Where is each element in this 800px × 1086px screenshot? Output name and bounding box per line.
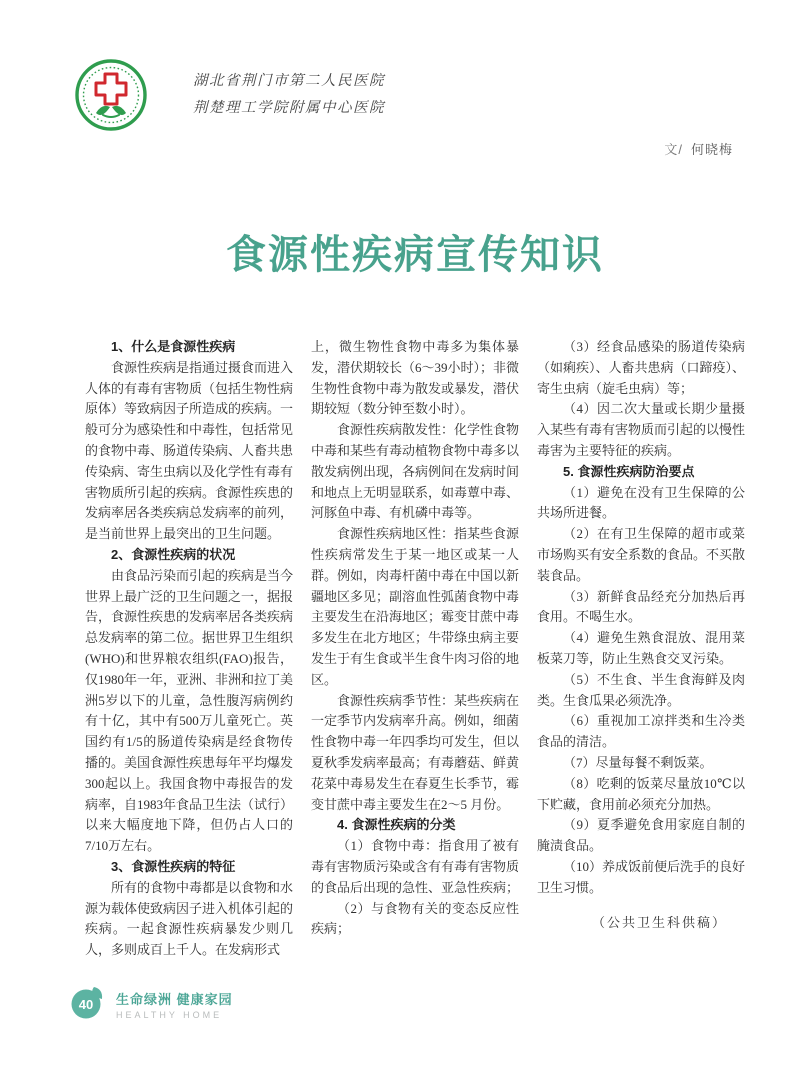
hospital-names bbox=[193, 68, 385, 122]
body-paragraph: 食源性疾病地区性：指某些食源性疾病常发生于某一地区或某一人群。例如，肉毒杆菌中毒在中国以新疆地区多见；副溶血性弧菌食物中毒主要发生在沿海地区；霉变甘蔗中毒多发生在北方地区；牛带绦虫病主要发生于有生食或半生食牛肉习俗的地区。 bbox=[311, 526, 520, 687]
byline bbox=[664, 139, 733, 158]
body-paragraph: （6）重视加工凉拌类和生冷类食品的清洁。 bbox=[537, 713, 745, 750]
byline-author: 何晓梅 bbox=[690, 142, 733, 157]
body-paragraph: （2）在有卫生保障的超市或菜市场购买有安全系数的食品。不买散装食品。 bbox=[537, 526, 746, 583]
body-paragraph: （4）避免生熟食混放、混用菜板菜刀等，防止生熟食交叉污染。 bbox=[537, 630, 745, 666]
footer-slogan-en: HEALTHY HOME bbox=[116, 1010, 223, 1020]
body-paragraph: （3）新鲜食品经充分加热后再食用。不喝生水。 bbox=[537, 588, 745, 625]
article-column-middle bbox=[311, 337, 519, 987]
leaf-circle-icon bbox=[70, 986, 104, 1020]
body-paragraph: （10）养成饭前便后洗手的良好卫生习惯。 bbox=[537, 858, 746, 895]
body-paragraph: （5）不生食、半生食海鲜及肉类。生食瓜果必须洗净。 bbox=[537, 671, 745, 708]
body-paragraph: 由食品污染而引起的疾病是当今世界上最广泛的卫生问题之一，据报告，食源性疾患的发病率居各类疾病总发病率的第二位。据世界卫生组织(WHO)和世界粮农组织(FAO)报告，仅1980年一年，亚洲、非洲和拉丁美洲5岁以下的儿童，急性腹泻病例约有十亿，其中有500万儿童死亡。英国约有1/5的肠道传染病是经食物传播的。美国食源性疾患每年平均爆发300起以上。我国食物中毒报告的发病率，自1983年食品卫生法（试行）以来大幅度地下降，但仍占人口的7/10万左右。 bbox=[85, 567, 294, 854]
page-footer bbox=[70, 986, 233, 1020]
article-column-right bbox=[537, 337, 745, 987]
article-body bbox=[85, 337, 745, 987]
body-paragraph: （9）夏季避免食用家庭自制的腌渍食品。 bbox=[537, 817, 745, 854]
body-paragraph: 上，微生物性食物中毒多为集体暴发，潜伏期较长（6～39小时）；非微生物性食物中毒为散发或暴发，潜伏期较短（数分钟至数小时）。 bbox=[311, 339, 520, 417]
body-paragraph: 所有的食物中毒都是以食物和水源为载体使致病因子进入机体引起的疾病。一起食源性疾病暴发少则几人，多则成百上千人。在发病形式 bbox=[85, 879, 294, 958]
body-paragraph: 食源性疾病季节性：某些疾病在一定季节内发病率升高。例如，细菌性食物中毒一年四季均可发生，但以夏秋季发病率最高；有毒蘑菇、鲜黄花菜中毒易发生在春夏生长季节，霉变甘蔗中毒主要发生在2～5 月份。 bbox=[311, 692, 520, 812]
body-paragraph: （7）尽量每餐不剩饭菜。 bbox=[563, 754, 713, 770]
body-paragraph: （1）食物中毒：指食用了被有毒有害物质污染或含有有毒有害物质的食品后出现的急性、亚急性疾病； bbox=[311, 838, 520, 895]
byline-prefix: 文/ bbox=[664, 142, 683, 157]
section-heading: 2、食源性疾病的状况 bbox=[111, 546, 236, 562]
masthead bbox=[73, 57, 385, 133]
page-number-badge bbox=[70, 986, 104, 1020]
body-paragraph: 食源性疾病是指通过摄食而进入人体的有毒有害物质（包括生物性病原体）等致病因子所造成的疾病。一般可分为感染性和中毒性，包括常见的食物中毒、肠道传染病、人畜共患传染病、寄生虫病以及化学性有毒有害物质所引起的疾病。食源性疾患的发病率居各类疾病总发病率的前列，是当前世界上最突出的卫生问题。 bbox=[85, 359, 294, 542]
body-paragraph: （2）与食物有关的变态反应性疾病； bbox=[311, 900, 519, 937]
body-paragraph: （3）经食品感染的肠道传染病（如痢疾）、人畜共患病（口蹄疫）、寄生虫病（旋毛虫病）等； bbox=[537, 339, 746, 396]
footer-slogan-cn: 生命绿洲 健康家园 bbox=[116, 992, 233, 1007]
page-number: 40 bbox=[78, 997, 94, 1012]
section-heading: 5. 食源性疾病防治要点 bbox=[563, 463, 695, 479]
section-heading: 3、食源性疾病的特征 bbox=[111, 858, 236, 874]
hospital-name-line2: 荆楚理工学院附属中心医院 bbox=[193, 100, 385, 116]
footer-slogans bbox=[116, 986, 233, 1020]
body-paragraph: 食源性疾病散发性：化学性食物中毒和某些有毒动植物食物中毒多以散发病例出现，各病例间在发病时间和地点上无明显联系，如毒蕈中毒、河豚鱼中毒、有机磷中毒等。 bbox=[311, 422, 520, 521]
article-title: 食源性疾病宣传知识 bbox=[226, 231, 604, 277]
section-heading: 1、什么是食源性疾病 bbox=[111, 339, 236, 354]
body-paragraph: （1）避免在没有卫生保障的公共场所进餐。 bbox=[537, 484, 745, 521]
section-heading: 4. 食源性疾病的分类 bbox=[337, 817, 456, 833]
hospital-logo-icon bbox=[73, 57, 149, 133]
hospital-name-line1: 湖北省荆门市第二人民医院 bbox=[193, 73, 385, 89]
article-column-left bbox=[85, 337, 293, 987]
body-paragraph: （8）吃剩的饭菜尽量放10℃以下贮藏，食用前必须充分加热。 bbox=[537, 775, 745, 812]
contributor-credit: （公共卫生科供稿） bbox=[591, 914, 727, 930]
body-paragraph: （4）因二次大量或长期少量摄入某些有毒有害物质而引起的以慢性毒害为主要特征的疾病。 bbox=[537, 401, 746, 458]
